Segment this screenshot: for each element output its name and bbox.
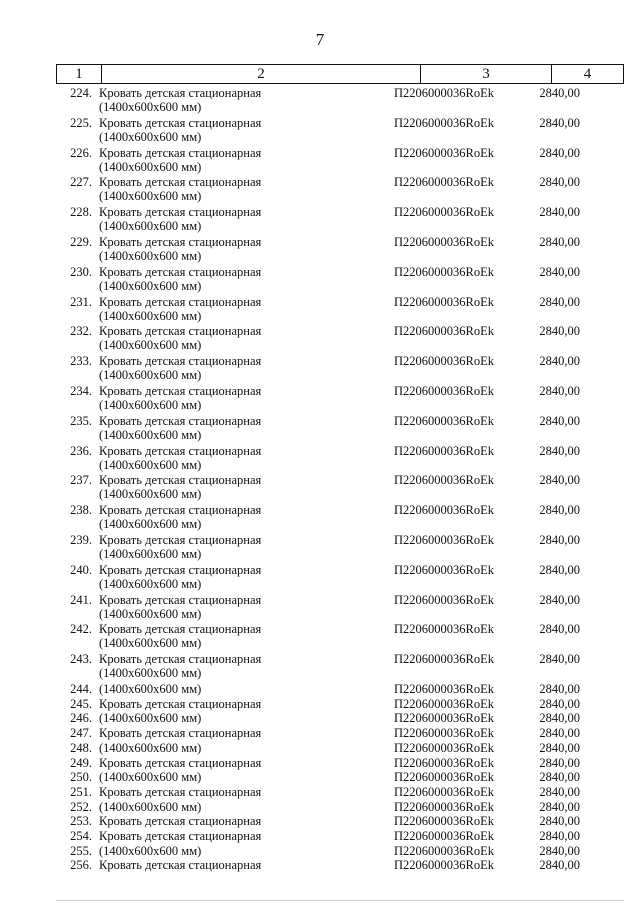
item-code: П2206000036RoEk: [394, 740, 494, 755]
item-name: [99, 235, 379, 263]
item-code: П2206000036RoEk: [394, 503, 494, 518]
item-code: П2206000036RoEk: [394, 799, 494, 814]
row-number: 253.: [70, 814, 92, 829]
row-number: 234.: [70, 384, 92, 398]
item-price: 2840,00: [539, 829, 580, 843]
item-name: [99, 652, 379, 680]
item-name-line-1: Кровать детская стационарная: [99, 562, 262, 577]
item-name-line-2: (1400х600х600 мм): [99, 189, 202, 204]
item-price: 2840,00: [539, 843, 580, 858]
item-code: П2206000036RoEk: [394, 235, 494, 249]
item-name-line-1: Кровать детская стационарная: [99, 324, 262, 339]
item-name: [99, 533, 379, 561]
page-bottom-divider: [56, 900, 624, 901]
item-name: (1400х600х600 мм): [99, 770, 202, 785]
item-code: П2206000036RoEk: [394, 264, 494, 279]
row-number: 249.: [70, 755, 92, 770]
item-price: 2840,00: [539, 264, 580, 279]
item-name-line-2: (1400х600х600 мм): [99, 398, 202, 412]
item-code: П2206000036RoEk: [394, 294, 494, 309]
item-name-line-1: Кровать детская стационарная: [99, 354, 262, 369]
item-name: [99, 205, 379, 233]
item-name-line-2: (1400х600х600 мм): [99, 576, 202, 591]
item-code: П2206000036RoEk: [394, 843, 494, 858]
item-name-line-2: (1400х600х600 мм): [99, 219, 202, 234]
item-price: 2840,00: [539, 503, 580, 518]
item-code: П2206000036RoEk: [394, 696, 494, 711]
item-price: 2840,00: [539, 413, 580, 428]
row-number: 229.: [70, 235, 92, 249]
item-name-line-2: (1400х600х600 мм): [99, 666, 202, 681]
item-price: 2840,00: [539, 740, 580, 755]
item-code: П2206000036RoEk: [394, 858, 494, 873]
item-name: (1400х600х600 мм): [99, 682, 202, 696]
item-code: П2206000036RoEk: [394, 814, 494, 829]
item-price: 2840,00: [539, 755, 580, 770]
item-code: П2206000036RoEk: [394, 711, 494, 726]
item-name: [99, 146, 379, 174]
item-price: 2840,00: [539, 324, 580, 339]
item-price: 2840,00: [539, 86, 580, 100]
row-number: 244.: [70, 682, 92, 696]
header-col-3: 3: [482, 66, 490, 82]
item-name-line-2: (1400х600х600 мм): [99, 427, 202, 442]
item-code: П2206000036RoEk: [394, 324, 494, 339]
item-code: П2206000036RoEk: [394, 145, 494, 160]
item-price: 2840,00: [539, 354, 580, 369]
row-number: 226.: [70, 145, 92, 160]
item-name: [99, 384, 379, 412]
item-name: Кровать детская стационарная: [99, 858, 262, 873]
item-price: 2840,00: [539, 652, 580, 667]
item-name-line-1: Кровать детская стационарная: [99, 443, 262, 458]
item-price: 2840,00: [539, 682, 580, 696]
item-name-line-1: Кровать детская стационарная: [99, 205, 262, 220]
item-name-line-2: (1400х600х600 мм): [99, 278, 202, 293]
item-code: П2206000036RoEk: [394, 622, 494, 637]
item-name: Кровать детская стационарная: [99, 726, 262, 741]
item-code: П2206000036RoEk: [394, 86, 494, 100]
item-price: 2840,00: [539, 592, 580, 607]
item-name-line-1: Кровать детская стационарная: [99, 384, 262, 398]
item-code: П2206000036RoEk: [394, 562, 494, 577]
item-price: 2840,00: [539, 814, 580, 829]
item-name: (1400х600х600 мм): [99, 711, 202, 726]
item-price: 2840,00: [539, 562, 580, 577]
item-price: 2840,00: [539, 473, 580, 488]
item-price: 2840,00: [539, 696, 580, 711]
item-name-line-1: Кровать детская стационарная: [99, 592, 262, 607]
row-number: 242.: [70, 622, 92, 637]
row-number: 255.: [70, 843, 92, 858]
item-name-line-1: Кровать детская стационарная: [99, 473, 262, 488]
item-name-line-2: (1400х600х600 мм): [99, 547, 202, 561]
item-price: 2840,00: [539, 145, 580, 160]
item-price: 2840,00: [539, 799, 580, 814]
item-price: 2840,00: [539, 443, 580, 458]
item-code: П2206000036RoEk: [394, 443, 494, 458]
row-number: 228.: [70, 205, 92, 220]
row-number: 248.: [70, 740, 92, 755]
row-number: 246.: [70, 711, 92, 726]
item-name-line-2: (1400х600х600 мм): [99, 308, 202, 323]
item-name-line-1: Кровать детская стационарная: [99, 622, 262, 637]
item-code: П2206000036RoEk: [394, 770, 494, 785]
item-name-line-2: (1400х600х600 мм): [99, 487, 202, 502]
row-number: 232.: [70, 324, 92, 339]
item-name-line-2: (1400х600х600 мм): [99, 606, 202, 621]
row-number: 251.: [70, 784, 92, 799]
item-code: П2206000036RoEk: [394, 726, 494, 741]
row-number: 224.: [70, 86, 92, 100]
item-name-line-2: (1400х600х600 мм): [99, 517, 202, 532]
row-number: 233.: [70, 354, 92, 369]
item-name: (1400х600х600 мм): [99, 843, 202, 858]
item-code: П2206000036RoEk: [394, 115, 494, 130]
item-name-line-2: (1400х600х600 мм): [99, 129, 202, 144]
item-price: 2840,00: [539, 533, 580, 547]
row-number: 245.: [70, 696, 92, 711]
item-price: 2840,00: [539, 294, 580, 309]
row-number: 237.: [70, 473, 92, 488]
item-name-line-2: (1400х600х600 мм): [99, 457, 202, 472]
item-price: 2840,00: [539, 205, 580, 220]
header-col-1: 1: [75, 66, 83, 82]
item-name: Кровать детская стационарная: [99, 784, 262, 799]
row-number: 239.: [70, 533, 92, 547]
item-price: 2840,00: [539, 858, 580, 873]
item-price: 2840,00: [539, 726, 580, 741]
row-number: 235.: [70, 413, 92, 428]
row-number: 250.: [70, 770, 92, 785]
row-number: 252.: [70, 799, 92, 814]
item-price: 2840,00: [539, 622, 580, 637]
item-name-line-1: Кровать детская стационарная: [99, 652, 262, 667]
item-price: 2840,00: [539, 384, 580, 398]
row-number: 227.: [70, 175, 92, 190]
header-col-4: 4: [583, 66, 592, 82]
item-name-line-1: Кровать детская стационарная: [99, 145, 262, 160]
item-code: П2206000036RoEk: [394, 413, 494, 428]
item-name: [99, 324, 379, 352]
row-number: 225.: [70, 115, 92, 130]
item-price: 2840,00: [539, 784, 580, 799]
item-code: П2206000036RoEk: [394, 384, 494, 398]
item-name-line-2: (1400х600х600 мм): [99, 100, 202, 114]
row-number: 238.: [70, 503, 92, 518]
item-name-line-2: (1400х600х600 мм): [99, 159, 202, 174]
item-name: [99, 86, 379, 114]
item-code: П2206000036RoEk: [394, 533, 494, 547]
row-number: 240.: [70, 562, 92, 577]
item-code: П2206000036RoEk: [394, 682, 494, 696]
item-name: [99, 354, 379, 382]
item-code: П2206000036RoEk: [394, 829, 494, 843]
item-name: [99, 563, 379, 591]
item-name-line-2: (1400х600х600 мм): [99, 368, 202, 383]
row-number: 236.: [70, 443, 92, 458]
item-name-line-2: (1400х600х600 мм): [99, 338, 202, 353]
item-name-line-1: Кровать детская стационарная: [99, 294, 262, 309]
item-name: (1400х600х600 мм): [99, 740, 202, 755]
header-col-2: 2: [257, 66, 265, 82]
row-number: 247.: [70, 726, 92, 741]
item-code: П2206000036RoEk: [394, 784, 494, 799]
item-name: [99, 503, 379, 531]
item-name: Кровать детская стационарная: [99, 814, 262, 829]
item-code: П2206000036RoEk: [394, 354, 494, 369]
item-name-line-1: Кровать детская стационарная: [99, 413, 262, 428]
item-price: 2840,00: [539, 711, 580, 726]
item-name: [99, 295, 379, 323]
item-price: 2840,00: [539, 235, 580, 249]
row-number: 254.: [70, 829, 92, 843]
item-name: Кровать детская стационарная: [99, 829, 262, 843]
item-name-line-1: Кровать детская стационарная: [99, 115, 262, 130]
row-number: 231.: [70, 294, 92, 309]
item-name: [99, 593, 379, 621]
item-name: [99, 414, 379, 442]
item-name-line-1: Кровать детская стационарная: [99, 264, 262, 279]
item-name: (1400х600х600 мм): [99, 799, 202, 814]
item-code: П2206000036RoEk: [394, 205, 494, 220]
item-name-line-1: Кровать детская стационарная: [99, 235, 262, 249]
item-code: П2206000036RoEk: [394, 473, 494, 488]
item-name-line-1: Кровать детская стационарная: [99, 86, 262, 100]
item-name-line-2: (1400х600х600 мм): [99, 249, 202, 263]
item-code: П2206000036RoEk: [394, 175, 494, 190]
item-name-line-2: (1400х600х600 мм): [99, 636, 202, 651]
item-name: [99, 265, 379, 293]
item-price: 2840,00: [539, 115, 580, 130]
row-number: 243.: [70, 652, 92, 667]
item-name-line-1: Кровать детская стационарная: [99, 503, 262, 518]
page-number: 7: [315, 30, 325, 49]
item-name: [99, 116, 379, 144]
row-number: 256.: [70, 858, 92, 873]
item-name: [99, 473, 379, 501]
row-number: 241.: [70, 592, 92, 607]
item-name: [99, 175, 379, 203]
item-price: 2840,00: [539, 175, 580, 190]
item-name: [99, 622, 379, 650]
item-name-line-1: Кровать детская стационарная: [99, 175, 262, 190]
table-header: [56, 64, 624, 84]
item-code: П2206000036RoEk: [394, 652, 494, 667]
item-code: П2206000036RoEk: [394, 592, 494, 607]
item-code: П2206000036RoEk: [394, 755, 494, 770]
item-name: Кровать детская стационарная: [99, 696, 262, 711]
item-name: Кровать детская стационарная: [99, 755, 262, 770]
item-name-line-1: Кровать детская стационарная: [99, 533, 262, 547]
item-price: 2840,00: [539, 770, 580, 785]
row-number: 230.: [70, 264, 92, 279]
item-name: [99, 444, 379, 472]
